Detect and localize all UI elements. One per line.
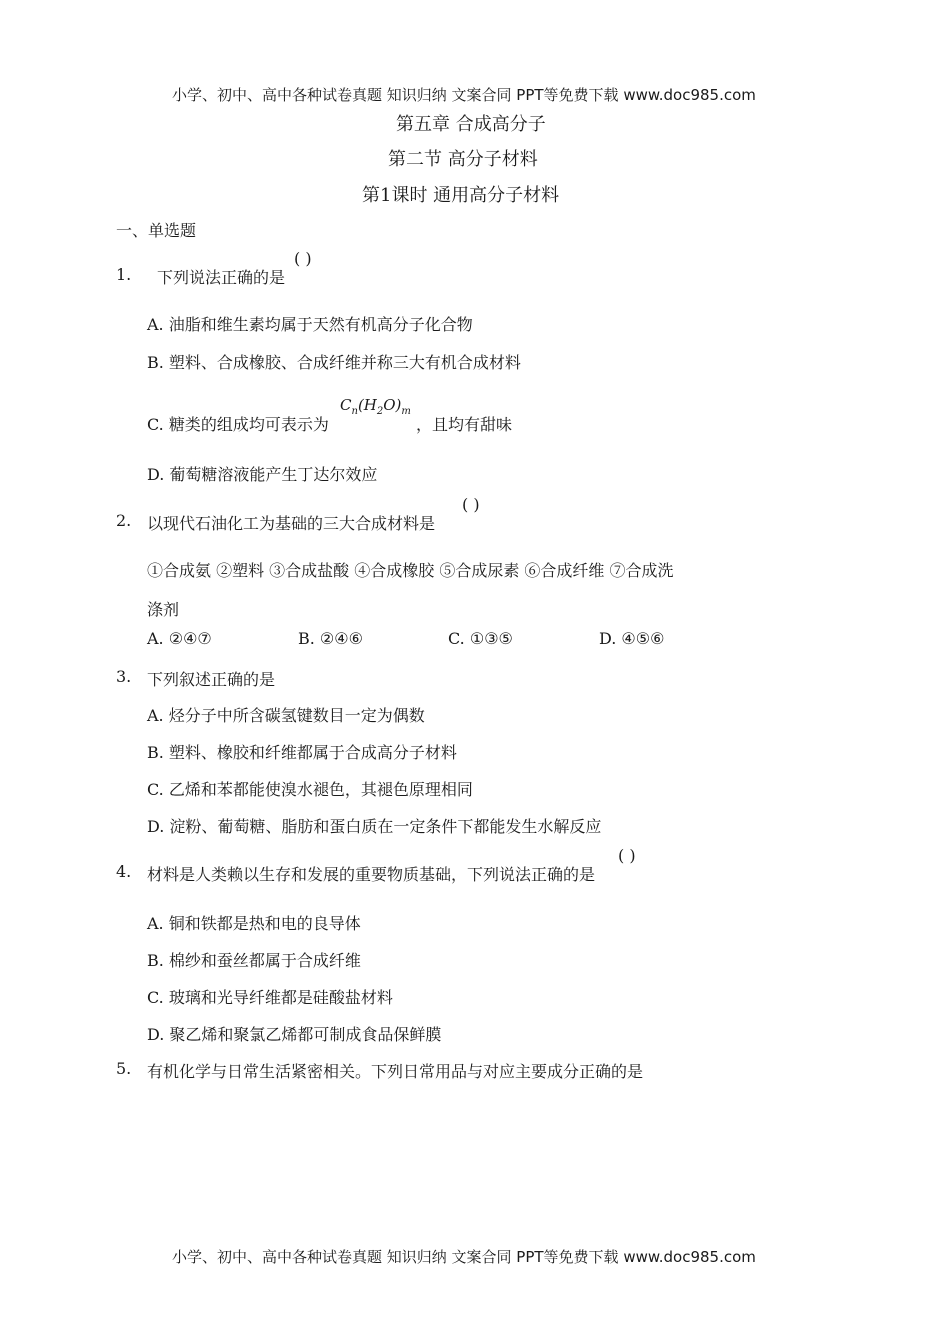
question-number: 2.	[116, 511, 132, 530]
option-d: D. 葡萄糖溶液能产生丁达尔效应	[147, 465, 378, 484]
answer-paren: ( )	[618, 846, 636, 865]
option-a: A. 油脂和维生素均属于天然有机高分子化合物	[147, 315, 473, 334]
section-heading: 一、单选题	[116, 221, 197, 240]
option-b: B. ②④⑥	[298, 629, 363, 648]
option-b: B. 塑料、橡胶和纤维都属于合成高分子材料	[147, 743, 457, 762]
answer-paren: ( )	[294, 249, 312, 268]
option-a: A. 烃分子中所含碳氢键数目一定为偶数	[147, 706, 425, 725]
choice-items-line2: 涤剂	[147, 600, 180, 619]
formula-cn-h2o-m: $C_n(H_2O)_m$	[340, 396, 411, 417]
question-stem: 以现代石油化工为基础的三大合成材料是	[147, 514, 436, 533]
option-c: C. ①③⑤	[448, 629, 513, 648]
question-stem: 材料是人类赖以生存和发展的重要物质基础，下列说法正确的是	[147, 865, 596, 884]
question-number: 4.	[116, 862, 132, 881]
question-number: 3.	[116, 667, 132, 686]
option-a: A. 铜和铁都是热和电的良导体	[147, 914, 361, 933]
question-stem: 下列叙述正确的是	[147, 670, 276, 689]
question-number: 1.	[116, 265, 132, 284]
lesson-title: 第1课时 通用高分子材料	[362, 185, 560, 206]
section-title: 第二节 高分子材料	[388, 149, 538, 170]
option-c: C. 玻璃和光导纤维都是硅酸盐材料	[147, 988, 393, 1007]
chapter-title: 第五章 合成高分子	[396, 114, 546, 135]
option-c: C. 糖类的组成均可表示为	[147, 415, 329, 434]
footer-banner: 小学、初中、高中各种试卷真题 知识归纳 文案合同 PPT等免费下载 www.doc985.com	[172, 1248, 756, 1266]
header-banner: 小学、初中、高中各种试卷真题 知识归纳 文案合同 PPT等免费下载 www.doc985.com	[172, 86, 756, 104]
option-d: D. 淀粉、葡萄糖、脂肪和蛋白质在一定条件下都能发生水解反应	[147, 817, 602, 836]
question-stem: 下列说法正确的是	[157, 268, 286, 287]
option-c: C. 乙烯和苯都能使溴水褪色，其褪色原理相同	[147, 780, 473, 799]
option-d: D. ④⑤⑥	[599, 629, 665, 648]
option-b: B. 棉纱和蚕丝都属于合成纤维	[147, 951, 361, 970]
option-b: B. 塑料、合成橡胶、合成纤维并称三大有机合成材料	[147, 353, 521, 372]
option-d: D. 聚乙烯和聚氯乙烯都可制成食品保鲜膜	[147, 1025, 442, 1044]
option-a: A. ②④⑦	[147, 629, 212, 648]
choice-items-line1: ①合成氨 ②塑料 ③合成盐酸 ④合成橡胶 ⑤合成尿素 ⑥合成纤维 ⑦合成洗	[147, 561, 674, 580]
option-c-tail: ，且均有甜味	[416, 415, 513, 434]
question-stem: 有机化学与日常生活紧密相关。下列日常用品与对应主要成分正确的是	[147, 1062, 644, 1081]
question-number: 5.	[116, 1059, 132, 1078]
answer-paren: ( )	[462, 495, 480, 514]
